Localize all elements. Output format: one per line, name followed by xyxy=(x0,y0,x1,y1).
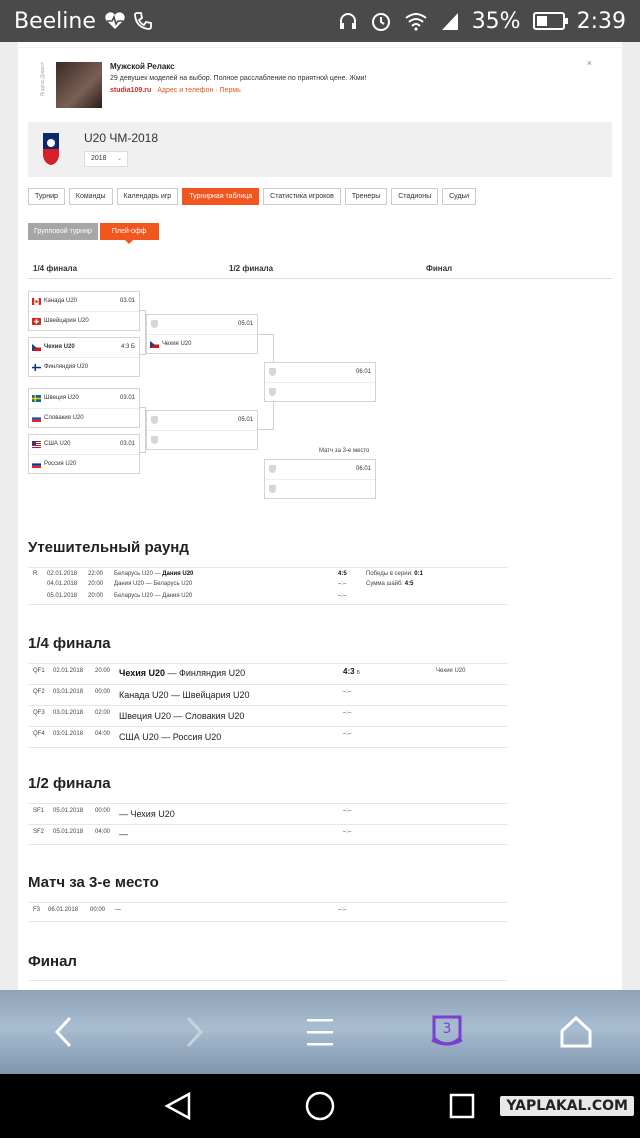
headphones-icon xyxy=(338,11,358,31)
bracket-match-third[interactable]: 06.01 xyxy=(264,459,376,499)
circle-home-icon xyxy=(304,1090,336,1122)
tab-stadiums[interactable]: Стадионы xyxy=(391,188,438,205)
carrier-name: Beeline xyxy=(14,8,96,34)
back-button[interactable] xyxy=(24,990,104,1074)
flag-czech-icon xyxy=(32,344,41,351)
tab-teams[interactable]: Команды xyxy=(69,188,113,205)
clock: 2:39 xyxy=(576,8,626,34)
tab-group-stage[interactable]: Групповой турнир xyxy=(28,223,98,240)
alarm-icon xyxy=(370,10,392,32)
table-row[interactable]: SF2 05.01.2018 04:00 — –:– xyxy=(28,824,508,845)
section-title-third-place: Матч за 3-е место xyxy=(28,874,159,891)
tab-standings[interactable]: Турнирная таблица xyxy=(182,188,259,205)
chevron-down-icon: ⌄ xyxy=(116,156,122,162)
tab-coaches[interactable]: Тренеры xyxy=(345,188,387,205)
flag-canada-icon xyxy=(32,298,41,305)
home-button[interactable] xyxy=(536,990,616,1074)
tab-playoff[interactable]: Плей-офф xyxy=(100,223,159,240)
wifi-icon xyxy=(404,11,428,31)
watermark: YAPLAKAL.COM xyxy=(500,1096,634,1116)
web-page xyxy=(18,42,622,990)
heart-pulse-icon xyxy=(104,11,126,31)
table-row[interactable]: 04.01.2018 20:00 Дания U20 — Беларусь U20 –:– Сумма шайб: 4:5 xyxy=(47,581,414,587)
system-recents-button[interactable] xyxy=(430,1074,494,1138)
consolation-table xyxy=(28,567,508,605)
battery-icon xyxy=(533,12,565,30)
table-row[interactable]: QF3 03.01.2018 02:00 Швеция U20 — Словакия U20 –:– xyxy=(28,705,508,726)
chevron-left-icon xyxy=(52,1015,76,1049)
table-row[interactable]: F3 06.01.2018 00:00 — –:– xyxy=(28,902,508,922)
table-row[interactable]: R 02.01.2018 22:00 Беларусь U20 — Дания U20 4:5 Победы в серии: 0:1 xyxy=(28,567,508,579)
flag-finland-icon xyxy=(32,364,41,371)
third-place-label: Матч за 3-е место xyxy=(319,448,370,454)
empty-team-icon xyxy=(269,465,276,473)
menu-icon xyxy=(306,1017,334,1047)
call-icon xyxy=(132,10,154,32)
table-row[interactable]: QF2 03.01.2018 00:00 Канада U20 — Швейцария U20 –:– xyxy=(28,684,508,705)
bracket-col-final: Финал xyxy=(426,264,453,273)
ad-close-button[interactable]: × xyxy=(586,58,592,68)
bracket-match-qf2[interactable]: Канада U20 03.01 Швейцария U20 xyxy=(28,291,140,331)
section-title-quarterfinals: 1/4 финала xyxy=(28,635,111,652)
section-title-consolation: Утешительный раунд xyxy=(28,539,189,556)
flag-sweden-icon xyxy=(32,395,41,402)
browser-toolbar xyxy=(0,990,640,1074)
menu-button[interactable] xyxy=(280,990,360,1074)
empty-team-icon xyxy=(269,485,276,493)
third-place-table xyxy=(28,902,508,922)
table-row[interactable]: QF4 03.01.2018 04:00 США U20 — Россия U20 –:– xyxy=(28,726,508,748)
tabs-counter-icon xyxy=(431,1014,463,1050)
chevron-right-icon xyxy=(182,1015,206,1049)
semifinals-table xyxy=(28,803,508,845)
signal-icon xyxy=(440,11,460,31)
empty-team-icon xyxy=(151,416,158,424)
ad-address-link[interactable]: Адрес и телефон · Пермь xyxy=(157,87,241,94)
tab-calendar[interactable]: Календарь игр xyxy=(117,188,179,205)
bracket-match-qf4[interactable]: США U20 03.01 Россия U20 xyxy=(28,434,140,474)
ad-source-label: Яндекс.Директ xyxy=(40,62,46,97)
bracket-match-sf1[interactable]: 05.01 Чехия U20 xyxy=(146,314,258,354)
section-title-final: Финал xyxy=(28,953,77,970)
bracket-match-final[interactable]: 06.01 xyxy=(264,362,376,402)
battery-percent: 35% xyxy=(471,8,521,34)
flag-russia-icon xyxy=(32,461,41,468)
bracket-match-qf3[interactable]: Швеция U20 03.01 Словакия U20 xyxy=(28,388,140,428)
tab-tournament[interactable]: Турнир xyxy=(28,188,65,205)
bracket-col-quarterfinal: 1/4 финала xyxy=(33,264,78,273)
empty-team-icon xyxy=(269,368,276,376)
flag-switzerland-icon xyxy=(32,318,41,325)
section-title-semifinals: 1/2 финала xyxy=(28,775,111,792)
stage-tabs xyxy=(28,223,159,240)
table-row[interactable]: QF1 02.01.2018 20:00 Чехия U20 — Финляндия U20 4:3 Б Чехия U20 xyxy=(28,663,508,684)
status-bar xyxy=(0,0,640,42)
year-select[interactable]: 2018 ⌄ xyxy=(84,151,128,167)
home-icon xyxy=(559,1015,593,1049)
table-row[interactable]: 05.01.2018 20:00 Беларусь U20 — Дания U20 –:– xyxy=(28,591,508,605)
ad-text: 29 девушек моделей на выбор. Полное расслабление по приятной цене. Жми! xyxy=(110,75,367,82)
bracket-match-qf1[interactable]: Чехия U20 4:3 Б Финляндия U20 xyxy=(28,337,140,377)
forward-button[interactable] xyxy=(154,990,234,1074)
iihf-logo-icon xyxy=(40,131,62,167)
system-back-button[interactable] xyxy=(146,1074,210,1138)
empty-team-icon xyxy=(151,320,158,328)
tournament-tabs xyxy=(28,188,476,205)
square-recents-icon xyxy=(448,1092,476,1120)
triangle-back-icon xyxy=(163,1091,193,1121)
ad-image[interactable] xyxy=(56,62,102,108)
table-row[interactable]: SF1 05.01.2018 00:00 — Чехия U20 –:– xyxy=(28,803,508,824)
tabs-button[interactable] xyxy=(407,990,487,1074)
tab-player-stats[interactable]: Статистика игроков xyxy=(263,188,341,205)
tournament-title: U20 ЧМ-2018 xyxy=(84,131,159,145)
tabs-count: 3 xyxy=(442,1021,452,1037)
tab-referees[interactable]: Судьи xyxy=(442,188,476,205)
ad-site-link[interactable]: studia109.ru xyxy=(110,87,152,94)
flag-usa-icon xyxy=(32,441,41,448)
flag-slovakia-icon xyxy=(32,415,41,422)
bracket-col-semifinal: 1/2 финала xyxy=(229,264,274,273)
system-home-button[interactable] xyxy=(288,1074,352,1138)
ad-title[interactable]: Мужской Релакс xyxy=(110,62,175,71)
empty-team-icon xyxy=(269,388,276,396)
flag-czech-icon xyxy=(150,341,159,348)
quarterfinals-table xyxy=(28,663,508,748)
tournament-header xyxy=(28,122,612,177)
ad-banner[interactable] xyxy=(40,54,600,110)
bracket-match-sf2[interactable]: 05.01 xyxy=(146,410,258,450)
empty-team-icon xyxy=(151,436,158,444)
